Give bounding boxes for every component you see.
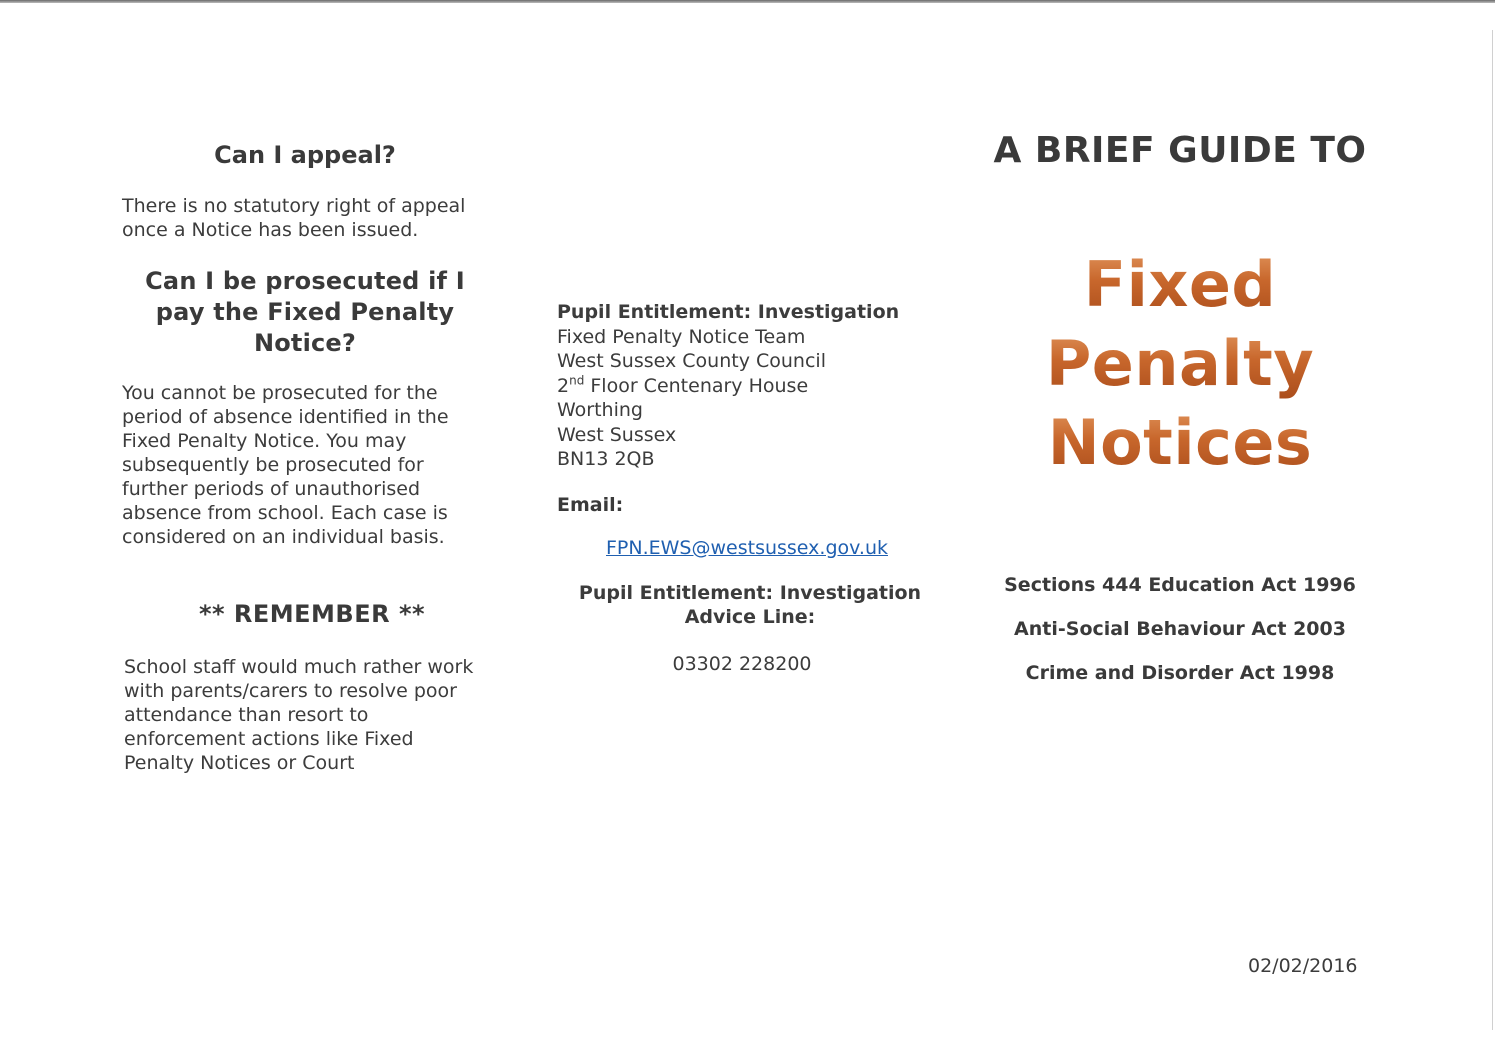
email-label: Email: <box>557 493 624 516</box>
prosecute-text-line: considered on an individual basis. <box>122 526 445 548</box>
email-row <box>557 537 937 559</box>
remember-heading: ** REMEMBER ** <box>198 600 426 628</box>
prosecute-text-line: absence from school. Each case is <box>122 502 448 524</box>
appeal-text-line: There is no statutory right of appeal <box>122 195 466 217</box>
prosecute-text-line: You cannot be prosecuted for the <box>122 382 438 404</box>
prosecute-heading-line: pay the Fixed Penalty <box>155 298 455 326</box>
act-item: Sections 444 Education Act 1996 <box>1004 574 1356 596</box>
appeal-heading: Can I appeal? <box>214 141 396 169</box>
advice-heading-line: Pupil Entitlement: Investigation <box>578 581 922 604</box>
phone-number: 03302 228200 <box>672 652 812 675</box>
appeal-text <box>110 194 500 242</box>
address-town: Worthing <box>557 399 643 421</box>
remember-text <box>110 655 500 775</box>
appeal-text-line: once a Notice has been issued. <box>122 219 419 241</box>
document-date: 02/02/2016 <box>1248 955 1358 977</box>
middle-panel <box>557 300 957 676</box>
address-heading: Pupil Entitlement: Investigation <box>557 301 900 323</box>
advice-heading-line: Advice Line: <box>684 606 816 628</box>
act-item: Crime and Disorder Act 1998 <box>1025 662 1335 684</box>
guide-title: A BRIEF GUIDE TO <box>993 130 1367 171</box>
address-county: West Sussex <box>557 423 677 446</box>
address-postcode: BN13 2QB <box>557 448 655 470</box>
acts-list <box>960 574 1400 684</box>
prosecute-text-line: Fixed Penalty Notice. You may <box>122 430 407 452</box>
prosecute-text <box>110 381 500 549</box>
main-title <box>960 245 1400 482</box>
remember-text-line: Penalty Notices or Court <box>124 752 355 774</box>
address-team: Fixed Penalty Notice Team <box>557 325 806 348</box>
prosecute-text-line: further periods of unauthorised <box>122 478 421 500</box>
remember-text-line: attendance than resort to <box>124 704 369 726</box>
remember-text-line: School staff would much rather work <box>124 656 474 678</box>
remember-text-line: enforcement actions like Fixed <box>124 728 414 750</box>
scan-edge-right <box>1492 30 1493 1030</box>
email-link[interactable]: FPN.EWS@westsussex.gov.uk <box>606 536 888 559</box>
floor-rest: Floor Centenary House <box>584 374 809 397</box>
prosecute-heading <box>110 266 500 359</box>
remember-text-line: with parents/carers to resolve poor <box>124 680 457 702</box>
prosecute-heading-line: Notice? <box>253 329 357 357</box>
address-floor <box>557 374 957 399</box>
main-title-line: Penalty <box>960 324 1400 403</box>
address-block <box>557 300 957 472</box>
advice-line-heading <box>565 581 935 630</box>
main-title-line: Fixed <box>960 245 1400 324</box>
prosecute-text-line: subsequently be prosecuted for <box>122 454 424 476</box>
prosecute-heading-line: Can I be prosecuted if I <box>145 267 465 295</box>
left-panel <box>110 140 500 775</box>
floor-suffix: nd <box>569 373 585 388</box>
prosecute-text-line: period of absence identified in the <box>122 406 449 428</box>
right-panel <box>960 130 1400 684</box>
act-item: Anti-Social Behaviour Act 2003 <box>1014 618 1346 640</box>
phone-row <box>557 652 927 677</box>
scan-edge-top <box>0 0 1495 3</box>
main-title-line: Notices <box>960 403 1400 482</box>
address-council: West Sussex County Council <box>557 350 826 372</box>
floor-number: 2 <box>557 374 570 397</box>
